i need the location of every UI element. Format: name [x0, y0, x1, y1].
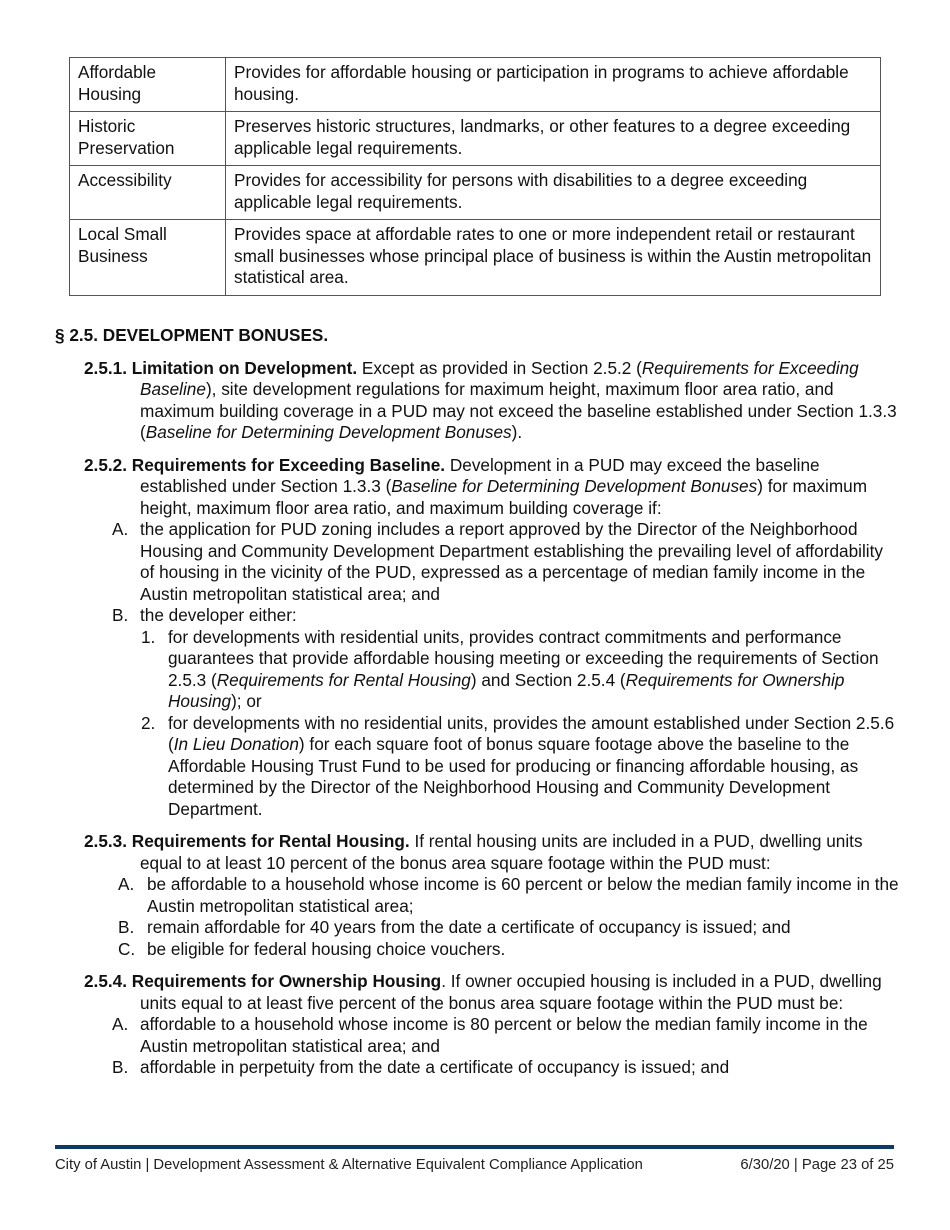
- cross-reference: In Lieu Donation: [173, 734, 299, 754]
- list-item-text: be affordable to a household whose income is 60 percent or below the median family income in the Austin metropolitan statistical area;: [147, 874, 899, 916]
- document-body: [55, 325, 900, 1079]
- table-cell-description: Provides for affordable housing or participation in programs to achieve affordable housing.: [226, 58, 881, 112]
- paragraph-text: Development in a PUD may exceed the baseline established under Section 1.3.3 (: [140, 454, 820, 496]
- list-item-text: for developments with residential units, provides contract commitments and performance guarantees that provide affordable housing meeting or exceeding the requirements of Section 2.5.3 (: [168, 626, 879, 690]
- list-item: [112, 1057, 900, 1079]
- subsection-2-5-3: [84, 831, 900, 874]
- list-item-text: ) and Section 2.5.4 (: [470, 669, 626, 690]
- list-item-text: the application for PUD zoning includes a report approved by the Director of the Neighborhood Housing and Community Development Department establishing the prevailing level of affordability of housing in the vicinity of the PUD, expressed as a percentage of median family income in the Austin metropolitan statistical area; and: [140, 519, 883, 604]
- paragraph-text: Except as provided in Section 2.5.2 (: [357, 357, 642, 378]
- lettered-list: [55, 519, 900, 627]
- list-marker: A.: [112, 1014, 129, 1034]
- table-row: [70, 220, 881, 296]
- list-item-text: remain affordable for 40 years from the date a certificate of occupancy is issued; and: [147, 917, 791, 937]
- footer-rule: [55, 1145, 894, 1149]
- list-item-text: the developer either:: [140, 605, 297, 625]
- table-cell-category: Historic Preservation: [70, 112, 226, 166]
- list-marker: C.: [118, 938, 136, 959]
- cross-reference: Requirements for Exceeding Baseline: [140, 357, 859, 399]
- footer-page-info: 6/30/20 | Page 23 of 25: [740, 1157, 894, 1173]
- subsection-2-5-2: [84, 455, 900, 520]
- list-item: [112, 605, 900, 627]
- list-item: [118, 917, 900, 939]
- cross-reference: Baseline for Determining Development Bonuses: [145, 422, 512, 442]
- paragraph-text: If rental housing units are included in a PUD, dwelling units equal to at least 10 percent of the bonus area square footage within the PUD must:: [140, 831, 863, 873]
- list-item: [118, 874, 900, 917]
- page-footer: [55, 1156, 894, 1174]
- subsection-2-5-1: [84, 358, 900, 444]
- list-item-text: for developments with no residential units, provides the amount established under Section 2.5.6 (: [168, 712, 895, 754]
- list-item-text: affordable to a household whose income is 80 percent or below the median family income in the Austin metropolitan statistical area; and: [140, 1014, 868, 1056]
- subsection-title: 2.5.4. Requirements for Ownership Housing: [84, 971, 442, 991]
- table-cell-category: Affordable Housing: [70, 58, 226, 112]
- lettered-list: [55, 1014, 900, 1079]
- list-item-text: be eligible for federal housing choice vouchers.: [147, 938, 506, 959]
- paragraph-text: ), site development regulations for maximum height, maximum floor area ratio, and maximum building coverage in a PUD may not exceed the baseline established under Section 1.3.3 (: [140, 379, 897, 442]
- table-cell-description: Provides for accessibility for persons with disabilities to a degree exceeding applicable legal requirements.: [226, 166, 881, 220]
- list-item: [112, 519, 900, 605]
- footer-document-title: City of Austin | Development Assessment & Alternative Equivalent Compliance Application: [55, 1157, 643, 1173]
- table-cell-description: Provides space at affordable rates to one or more independent retail or restaurant small businesses whose principal place of business is within the Austin metropolitan statistical area.: [226, 220, 881, 296]
- lettered-list: [55, 874, 900, 960]
- list-item-text: ); or: [231, 691, 262, 711]
- subsection-2-5-4: [84, 971, 900, 1014]
- subsection-title: 2.5.2. Requirements for Exceeding Baseline.: [84, 454, 446, 475]
- list-item: [141, 712, 900, 821]
- paragraph-text: ).: [511, 422, 523, 442]
- paragraph-text: ) for maximum height, maximum floor area ratio, and maximum building coverage if:: [140, 476, 868, 518]
- list-marker: A.: [112, 519, 129, 539]
- table-row: [70, 58, 881, 112]
- table-row: [70, 166, 881, 220]
- list-marker: B.: [118, 917, 135, 937]
- list-marker: 1.: [141, 626, 156, 647]
- subsection-title: 2.5.1. Limitation on Development.: [84, 357, 358, 378]
- table-row: [70, 112, 881, 166]
- table-cell-category: Accessibility: [70, 166, 226, 220]
- list-item-text: affordable in perpetuity from the date a certificate of occupancy is issued; and: [140, 1057, 730, 1077]
- table-cell-description: Preserves historic structures, landmarks, or other features to a degree exceeding applicable legal requirements.: [226, 112, 881, 166]
- table-cell-category: Local Small Business: [70, 220, 226, 296]
- subsection-intro: [84, 454, 900, 520]
- cross-reference: Baseline for Determining Development Bonuses: [391, 476, 758, 496]
- cross-reference: Requirements for Rental Housing: [216, 669, 471, 690]
- paragraph-text: . If owner occupied housing is included in a PUD, dwelling units equal to at least five percent of the bonus area square footage within the PUD must be:: [140, 971, 882, 1013]
- bonus-category-table: [69, 57, 881, 296]
- list-marker: B.: [112, 605, 129, 625]
- subsection-title: 2.5.3. Requirements for Rental Housing.: [84, 831, 410, 851]
- list-item: [141, 626, 900, 713]
- list-item: [112, 1014, 900, 1057]
- list-marker: 2.: [141, 712, 156, 733]
- numbered-list: [55, 627, 900, 821]
- list-marker: A.: [118, 874, 135, 894]
- list-item: [118, 938, 900, 961]
- cross-reference: Requirements for Ownership Housing: [168, 669, 845, 711]
- section-heading: § 2.5. DEVELOPMENT BONUSES.: [55, 325, 329, 345]
- list-item-text: ) for each square foot of bonus square footage above the baseline to the Affordable Housing Trust Fund to be used for producing or financing affordable housing, as determined by the Director of the Neighborhood Housing and Community Development Department.: [168, 734, 859, 819]
- list-marker: B.: [112, 1057, 129, 1077]
